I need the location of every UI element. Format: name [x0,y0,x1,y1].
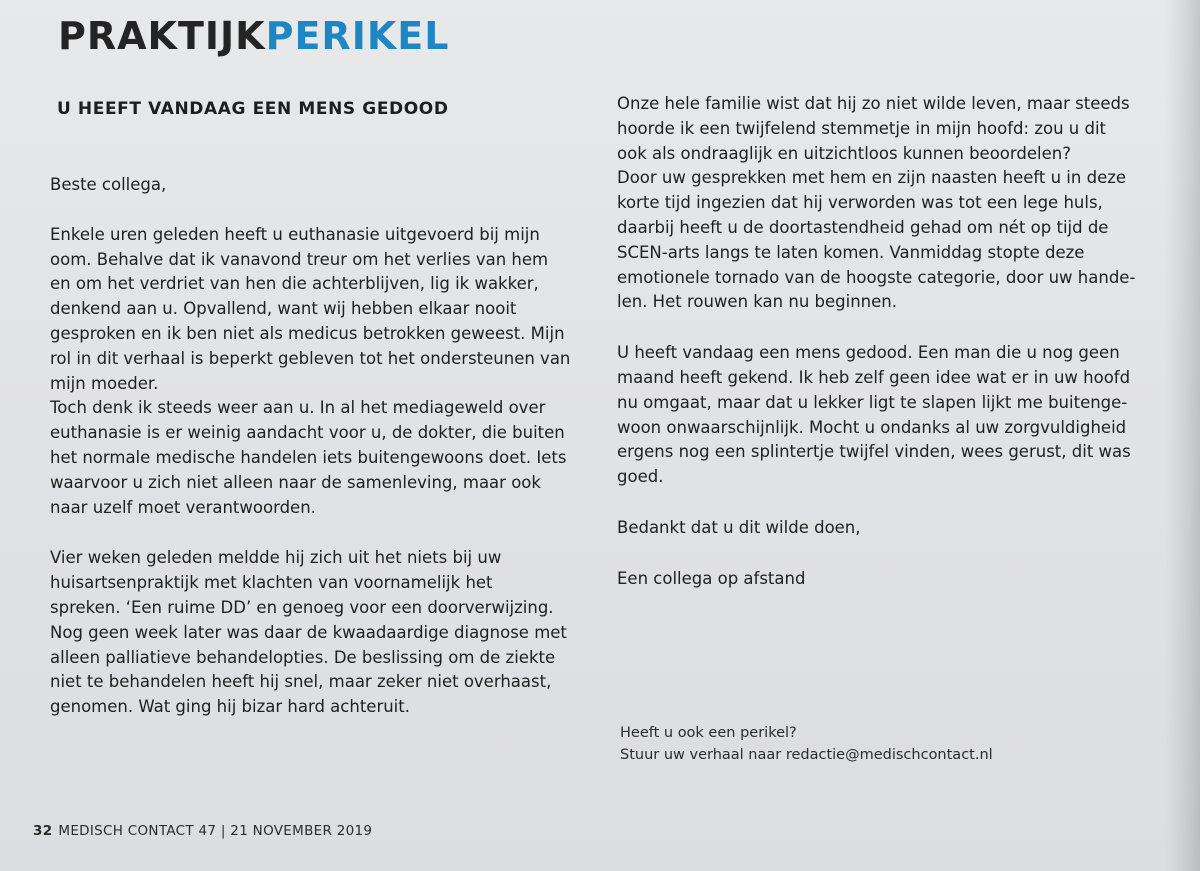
publication-info: MEDISCH CONTACT 47 | 21 NOVEMBER 2019 [58,823,373,839]
text-line: Vier weken geleden meldde hij zich uit het niets bij uw [50,548,502,568]
text-line: rol in dit verhaal is beperkt gebleven tot het ondersteunen van [50,348,571,368]
text-line: ook als ondraaglijk en uitzichtloos kunnen beoordelen? [617,143,1071,163]
note-email-line: Stuur uw verhaal naar redactie@medischcontact.nl [620,747,993,763]
salutation: Beste collega, [50,175,167,194]
paragraph-2 [50,396,595,520]
page-gutter-shadow [1165,0,1200,871]
text-line: len. Het rouwen kan nu beginnen. [617,292,897,312]
text-line: niet te behandelen heeft hij snel, maar zeker niet overhaast, [50,672,552,692]
closing-line: Bedankt dat u dit wilde doen, [617,517,861,537]
masthead-perikel: PERIKEL [265,14,450,58]
text-line: Enkele uren geleden heeft u euthanasie uitgevoerd bij mijn [50,224,540,244]
left-column [50,173,595,720]
masthead-praktijk: PRAKTIJK [58,14,266,58]
text-line: naar uzelf moet verantwoorden. [50,497,316,517]
text-line: maand heeft gekend. Ik heb zelf geen idee wat er in uw hoofd [617,367,1131,387]
right-column [617,92,1167,592]
text-line: goed. [617,467,664,487]
text-line: waarvoor u zich niet alleen naar de samenleving, maar ook [50,472,541,492]
text-line: en om het verdriet van hen die achterblijven, lig ik wakker, [50,274,539,294]
text-line: Nog geen week later was daar de kwaadaardige diagnose met [50,622,567,642]
section-masthead [58,10,449,62]
paragraph-4 [617,92,1167,315]
text-line: euthanasie is er weinig aandacht voor u, de dokter, die buiten [50,423,565,443]
text-line: Toch denk ik steeds weer aan u. In al het mediageweld over [50,398,546,418]
text-line: genomen. Wat ging hij bizar hard achteruit. [50,697,410,717]
text-line: daarbij heeft u de doortastendheid gehad om nét op tijd de [617,217,1109,237]
paragraph-3 [50,546,595,720]
text-line: Door uw gesprekken met hem en zijn naasten heeft u in deze [617,168,1127,188]
paragraph-5 [617,341,1167,490]
submission-note [620,722,993,766]
text-line: denkend aan u. Opvallend, want wij hebben elkaar nooit [50,299,517,319]
text-line: mijn moeder. [50,373,159,393]
text-line: korte tijd ingezien dat hij verworden was tot een lege huls, [617,193,1103,213]
paragraph-1 [50,223,595,397]
text-line: ergens nog een splintertje twijfel vinden, wees gerust, dit was [617,442,1131,462]
text-line: het normale medische handelen iets buitengewoons doet. Iets [50,447,567,467]
page-footer [33,823,372,839]
text-line: woon onwaarschijnlijk. Mocht u ondanks al uw zorgvuldigheid [617,417,1127,437]
article-title: U HEEFT VANDAAG EEN MENS GEDOOD [57,99,449,119]
text-line: Onze hele familie wist dat hij zo niet wilde leven, maar steeds [617,94,1130,113]
text-line: oom. Behalve dat ik vanavond treur om het verlies van hem [50,249,549,269]
text-line: huisartsenpraktijk met klachten van voornamelijk het [50,573,493,593]
text-line: hoorde ik een twijfelend stemmetje in mijn hoofd: zou u dit [617,118,1107,138]
text-line: gesproken en ik ben niet als medicus betrokken geweest. Mijn [50,323,565,343]
text-line: alleen palliatieve behandelopties. De beslissing om de ziekte [50,647,556,667]
note-question: Heeft u ook een perikel? [620,725,797,741]
text-line: nu omgaat, maar dat u lekker ligt te slapen lijkt me buitenge- [617,392,1128,412]
text-line: U heeft vandaag een mens gedood. Een man die u nog geen [617,343,1120,363]
text-line: SCEN-arts langs te laten komen. Vanmiddag stopte deze [617,242,1085,262]
page-number: 32 [33,823,53,839]
text-line: spreken. ‘Een ruime DD’ en genoeg voor een doorverwijzing. [50,597,554,617]
signature: Een collega op afstand [617,568,806,588]
text-line: emotionele tornado van de hoogste categorie, door uw hande- [617,267,1136,287]
